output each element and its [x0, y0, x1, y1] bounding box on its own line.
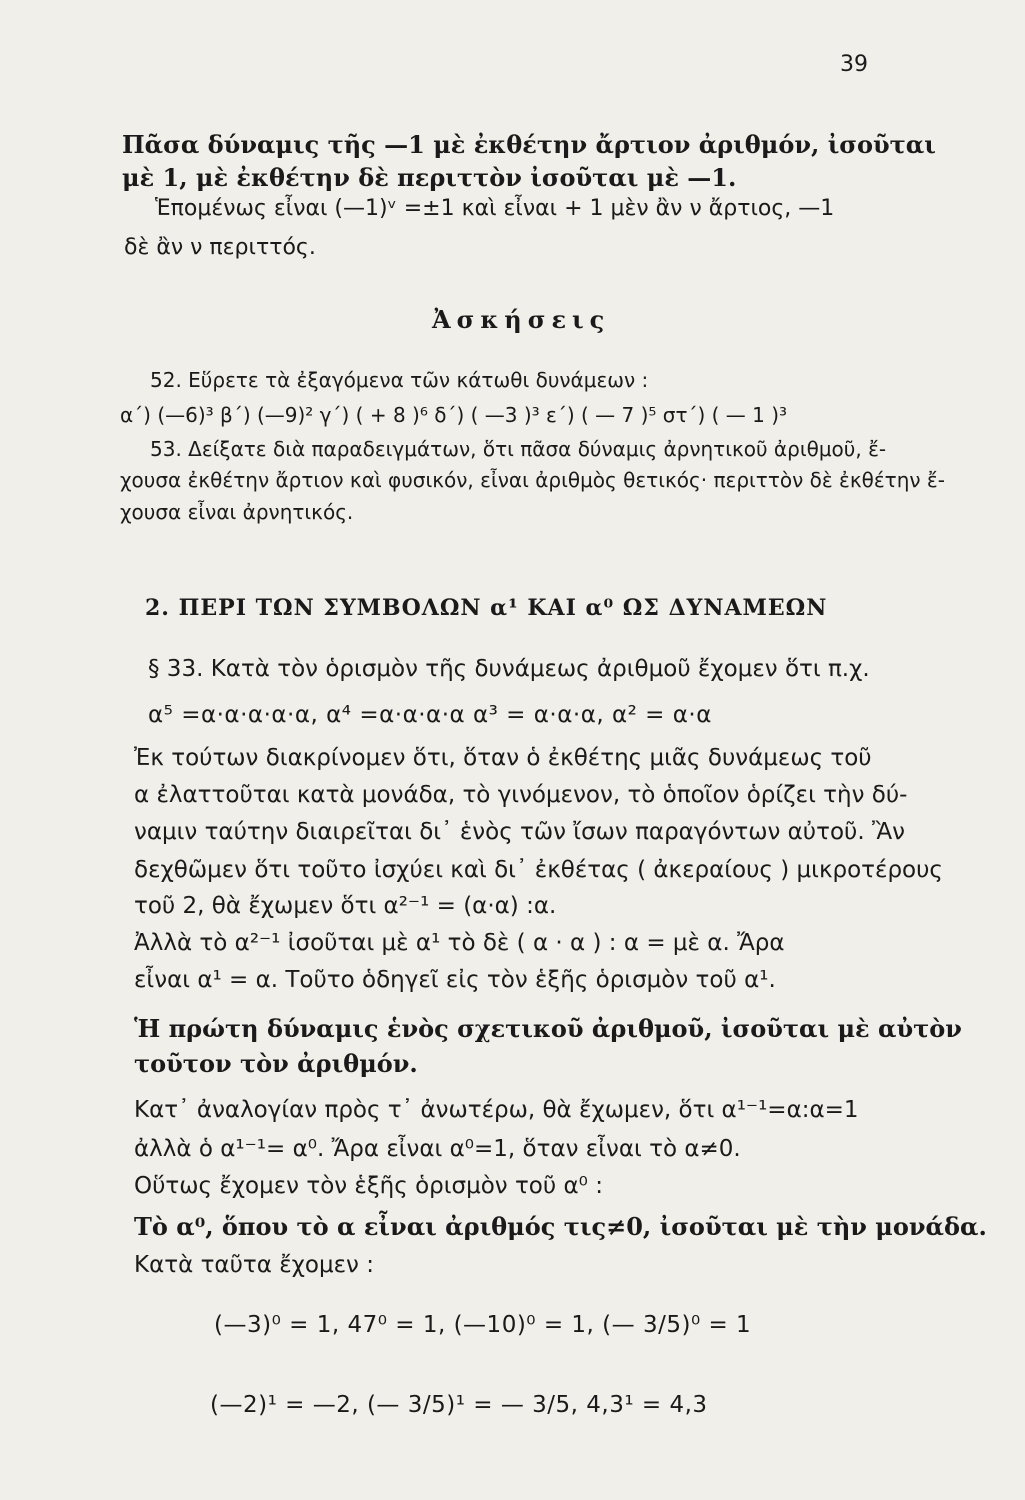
exercise53-line3: χουσα εἶναι ἀρνητικός. — [120, 500, 354, 524]
section33-line4: α ἐλαττοῦται κατὰ μονάδα, τὸ γινόμενον, τὸ ὁποῖον ὁρίζει τὴν δύ- — [134, 782, 908, 808]
paragraph2-line1: Ἑπομένως εἶναι (—1)ᵛ =±1 καὶ εἶναι + 1 μὲν ἂν ν ἄρτιος, —1 — [155, 196, 835, 221]
rule1-line1: Ἡ πρώτη δύναμις ἑνὸς σχετικοῦ ἀριθμοῦ, ἰσοῦται μὲ αὐτὸν — [134, 1014, 962, 1043]
exercise52-line2: α΄) (—6)³ β΄) (—9)² γ΄) ( + 8 )⁶ δ΄) ( —3 )³ ε΄) ( — 7 )⁵ στ΄) ( — 1 )³ — [120, 403, 788, 427]
section33-line7: τοῦ 2, θὰ ἔχωμεν ὅτι α²⁻¹ = (α·α) :α. — [134, 893, 557, 919]
analogy-line2: ἀλλὰ ὁ α¹⁻¹= α⁰. Ἄρα εἶναι α⁰=1, ὅταν εἶναι τὸ α≠0. — [134, 1136, 741, 1162]
section33-formula: α⁵ =α·α·α·α·α, α⁴ =α·α·α·α α³ = α·α·α, α² = α·α — [148, 702, 712, 728]
exercise53-line2: χουσα ἐκθέτην ἄρτιον καὶ φυσικόν, εἶναι ἀριθμὸς θετικός· περιττὸν δὲ ἐκθέτην ἔ- — [120, 468, 945, 492]
rule2: Τὸ α⁰, ὅπου τὸ α εἶναι ἀριθμός τις≠0, ἰσοῦται μὲ τὴν μονάδα. — [134, 1212, 987, 1241]
section33-line5: ναμιν ταύτην διαιρεῖται δι᾽ ἑνὸς τῶν ἴσων παραγόντων αὐτοῦ. Ἂν — [134, 819, 905, 845]
section33-line6: δεχθῶμεν ὅτι τοῦτο ἰσχύει καὶ δι᾽ ἐκθέτας ( ἀκεραίους ) μικροτέρους — [134, 857, 943, 883]
paragraph1-line2: μὲ 1, μὲ ἐκθέτην δὲ περιττὸν ἰσοῦται μὲ —1. — [122, 163, 737, 192]
examples-row1: (—3)⁰ = 1, 47⁰ = 1, (—10)⁰ = 1, (— 3/5)⁰ = 1 — [214, 1312, 752, 1338]
section-heading: 2. ΠΕΡΙ ΤΩΝ ΣΥΜΒΟΛΩΝ α¹ ΚΑΙ α⁰ ΩΣ ΔΥΝΑΜΕΩΝ — [145, 595, 828, 621]
section33-line1: § 33. Κατὰ τὸν ὁρισμὸν τῆς δυνάμεως ἀριθμοῦ ἔχομεν ὅτι π.χ. — [148, 656, 870, 682]
examples-intro: Κατὰ ταῦτα ἔχομεν : — [134, 1252, 374, 1278]
analogy-line1: Κατ᾽ ἀναλογίαν πρὸς τ᾽ ἀνωτέρω, θὰ ἔχωμεν, ὅτι α¹⁻¹=α:α=1 — [134, 1097, 859, 1123]
exercises-heading: Ἀσκήσεις — [432, 305, 611, 334]
section33-line8: Ἀλλὰ τὸ α²⁻¹ ἰσοῦται μὲ α¹ τὸ δὲ ( α · α ) : α = μὲ α. Ἄρα — [134, 930, 785, 956]
page-number: 39 — [840, 52, 868, 77]
rule1-line2: τοῦτον τὸν ἀριθμόν. — [134, 1049, 418, 1078]
paragraph2-line2: δὲ ἂν ν περιττός. — [124, 235, 316, 260]
section33-line9: εἶναι α¹ = α. Τοῦτο ὁδηγεῖ εἰς τὸν ἑξῆς ὁρισμὸν τοῦ α¹. — [134, 967, 776, 993]
section33-line3: Ἐκ τούτων διακρίνομεν ὅτι, ὅταν ὁ ἐκθέτης μιᾶς δυνάμεως τοῦ — [134, 745, 872, 771]
exercise52-line1: 52. Εὕρετε τὰ ἐξαγόμενα τῶν κάτωθι δυνάμεων : — [150, 368, 649, 392]
paragraph1-line1: Πᾶσα δύναμις τῆς —1 μὲ ἐκθέτην ἄρτιον ἀριθμόν, ἰσοῦται — [122, 130, 936, 159]
analogy-line3: Οὕτως ἔχομεν τὸν ἑξῆς ὁρισμὸν τοῦ α⁰ : — [134, 1173, 603, 1199]
exercise53-line1: 53. Δείξατε διὰ παραδειγμάτων, ὅτι πᾶσα δύναμις ἀρνητικοῦ ἀριθμοῦ, ἔ- — [150, 437, 887, 461]
examples-row2: (—2)¹ = —2, (— 3/5)¹ = — 3/5, 4,3¹ = 4,3 — [210, 1392, 708, 1418]
